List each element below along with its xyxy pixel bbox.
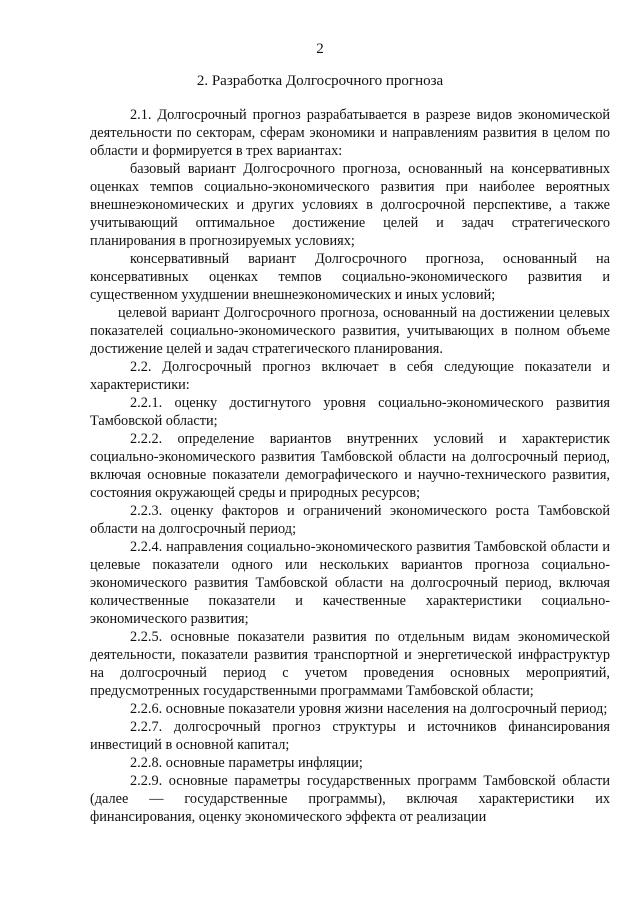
paragraph-2-2: 2.2. Долгосрочный прогноз включает в себя следующие показатели и характеристики: <box>90 359 610 393</box>
paragraph-target-variant: целевой вариант Долгосрочного прогноза, основанный на достижении целевых показателей социально-экономического развития, учитывающих в полном объеме достижение целей и задач стратегического планирования. <box>90 305 610 357</box>
document-body <box>90 106 610 826</box>
paragraph-2-2-2: 2.2.2. определение вариантов внутренних условий и характеристик социально-экономического развития Тамбовской области на долгосрочный период, включая основные показатели демографического и научно-технического развития, состояния окружающей среды и природных ресурсов; <box>90 431 610 501</box>
page-number: 2 <box>316 41 324 57</box>
paragraph-base-variant: базовый вариант Долгосрочного прогноза, основанный на консервативных оценках темпов социально-экономического развития при наиболее вероятных внешнеэкономических и других условиях в долгосрочной перспективе, а также учитывающий оптимальное достижение целей и задач стратегического планирования в прогнозируемых условиях; <box>90 161 610 249</box>
paragraph-2-2-1: 2.2.1. оценку достигнутого уровня социально-экономического развития Тамбовской области; <box>90 395 610 429</box>
section-heading: 2. Разработка Долгосрочного прогноза <box>196 73 444 89</box>
paragraph-2-2-3: 2.2.3. оценку факторов и ограничений экономического роста Тамбовской области на долгосрочный период; <box>90 503 610 537</box>
paragraph-2-2-8: 2.2.8. основные параметры инфляции; <box>130 755 363 771</box>
paragraph-2-1: 2.1. Долгосрочный прогноз разрабатывается в разрезе видов экономической деятельности по секторам, сферам экономики и направлениям развития в целом по области и формируется в трех вариантах: <box>90 107 610 159</box>
paragraph-2-2-5: 2.2.5. основные показатели развития по отдельным видам экономической деятельности, показатели развития транспортной и энергетической инфраструктур на долгосрочный период с учетом проведения основных мероприятий, предусмотренных государственными программами Тамбовской области; <box>90 629 610 699</box>
paragraph-conservative-variant: консервативный вариант Долгосрочного прогноза, основанный на консервативных оценках темпов социально-экономического развития и существенном ухудшении внешнеэкономических и иных условий; <box>90 251 610 303</box>
paragraph-2-2-9: 2.2.9. основные параметры государственных программ Тамбовской области (далее — государственные программы), включая характеристики их финансирования, оценку экономического эффекта от реализации <box>90 773 610 825</box>
paragraph-2-2-7: 2.2.7. долгосрочный прогноз структуры и источников финансирования инвестиций в основной капитал; <box>90 719 610 753</box>
paragraph-2-2-4: 2.2.4. направления социально-экономического развития Тамбовской области и целевые показатели одного или нескольких вариантов прогноза социально-экономического развития Тамбовской области на долгосрочный период, включая количественные показатели и качественные характеристики социально-экономического развития; <box>90 539 610 627</box>
paragraph-2-2-6: 2.2.6. основные показатели уровня жизни населения на долгосрочный период; <box>130 701 608 717</box>
